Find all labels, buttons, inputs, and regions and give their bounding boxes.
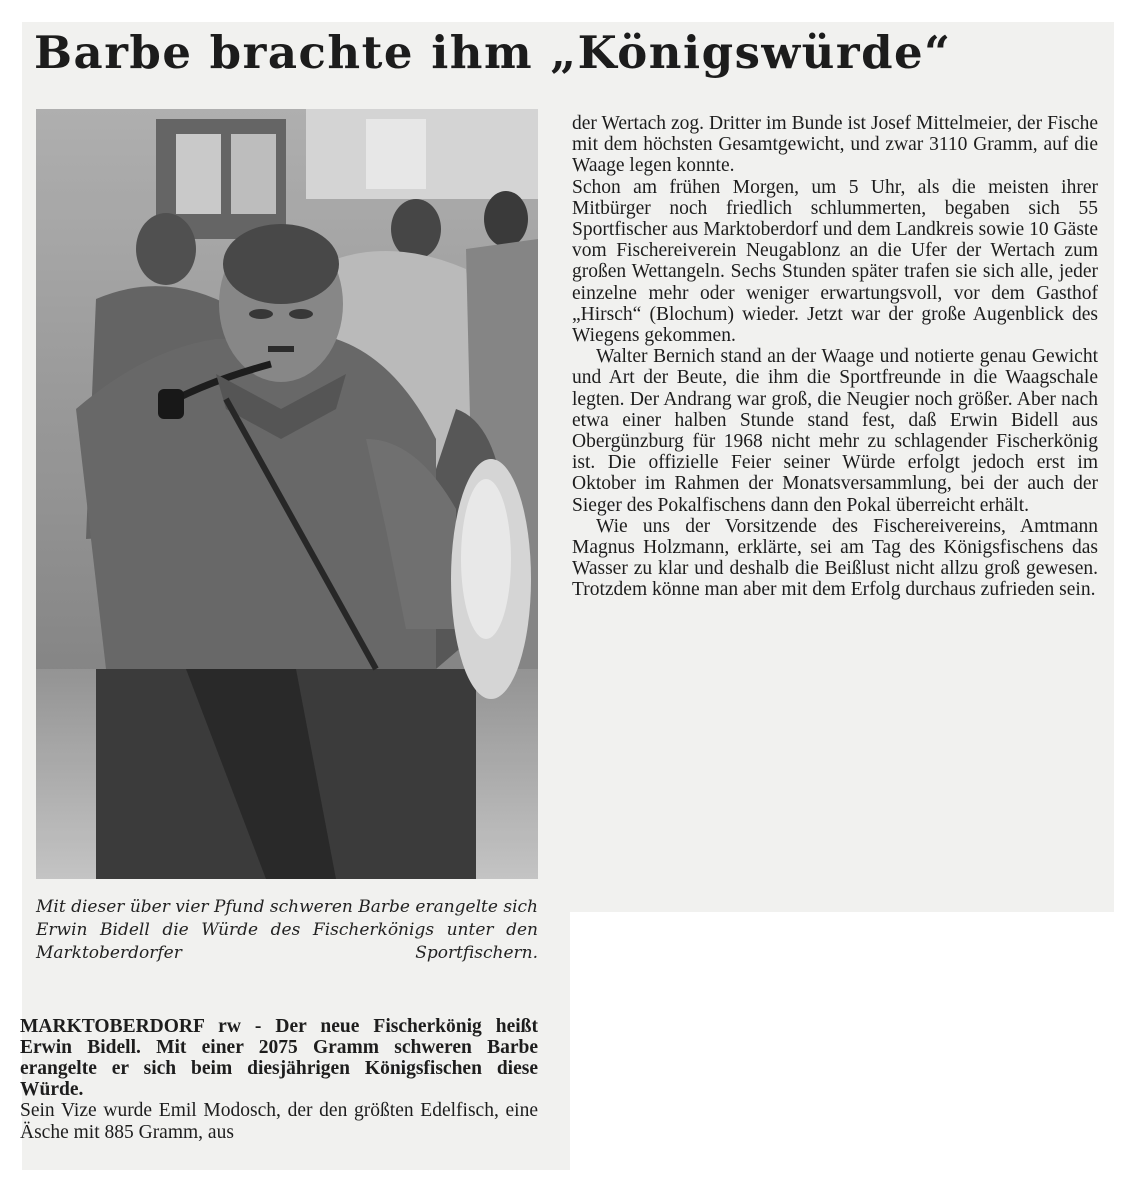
article-column <box>572 113 1098 601</box>
photo-fisherman-icon <box>36 109 538 879</box>
article-paragraph-2: Schon am frühen Morgen, um 5 Uhr, als die meisten ihrer Mitbürger noch friedlich schlummerten, begaben sich 55 Sportfischer aus Marktoberdorf und dem Landkreis sowie 10 Gäste vom Fischereiverein Neugablonz an die Ufer der Wertach zum großen Wettangeln. Sechs Stunden später trafen sie sich alle, jeder einzelne mehr oder weniger erwartungsvoll, vor dem Gasthof „Hirsch“ (Blochum) wieder. Jetzt war der große Augenblick des Wiegens gekommen. <box>572 176 1098 347</box>
cut-edge-smudge <box>572 896 1098 910</box>
lead-paragraph: MARKTOBERDORF rw - Der neue Fischerkönig heißt Erwin Bidell. Mit einer 2075 Gramm schweren Barbe erangelte er sich beim diesjährigen Königsfischen diese Würde. <box>20 1016 538 1100</box>
photo-caption: Mit dieser über vier Pfund schweren Barbe erangelte sich Erwin Bidell die Würde des Fischerkönigs unter den Marktoberdorfer Sportfischern. <box>36 897 538 963</box>
lead-continuation: Sein Vize wurde Emil Modosch, der den größten Edelfisch, eine Äsche mit 885 Gramm, aus <box>20 1100 538 1143</box>
news-photo <box>36 109 538 879</box>
article-paragraph-3: Walter Bernich stand an der Waage und notierte genau Gewicht und Art der Beute, die ihm die Sportfreunde in die Waagschale legten. Der Andrang war groß, die Neugier noch größer. Aber nach etwa einer halben Stunde stand fest, daß Erwin Bidell aus Obergünzburg für 1968 nicht mehr zu schlagender Fischerkönig ist. Die offizielle Feier seiner Würde erfolgt jedoch erst im Oktober im Rahmen der Monatsversammlung, bei der auch der Sieger des Pokalfischens dann den Pokal überreicht erhält. <box>572 346 1098 516</box>
article-paragraph-4: Wie uns der Vorsitzende des Fischereivereins, Amtmann Magnus Holzmann, erklärte, sei am Tag des Königsfischens das Wasser zu klar und deshalb die Beißlust nicht allzu groß gewesen. Trotzdem könne man aber mit dem Erfolg durchaus zufrieden sein. <box>572 515 1098 601</box>
article-paragraph-1: der Wertach zog. Dritter im Bunde ist Josef Mittelmeier, der Fische mit dem höchsten Gesamtgewicht, und zwar 3110 Gramm, auf die Waage legen konnte. <box>572 113 1098 177</box>
headline: Barbe brachte ihm „Königswürde“ <box>34 26 952 79</box>
